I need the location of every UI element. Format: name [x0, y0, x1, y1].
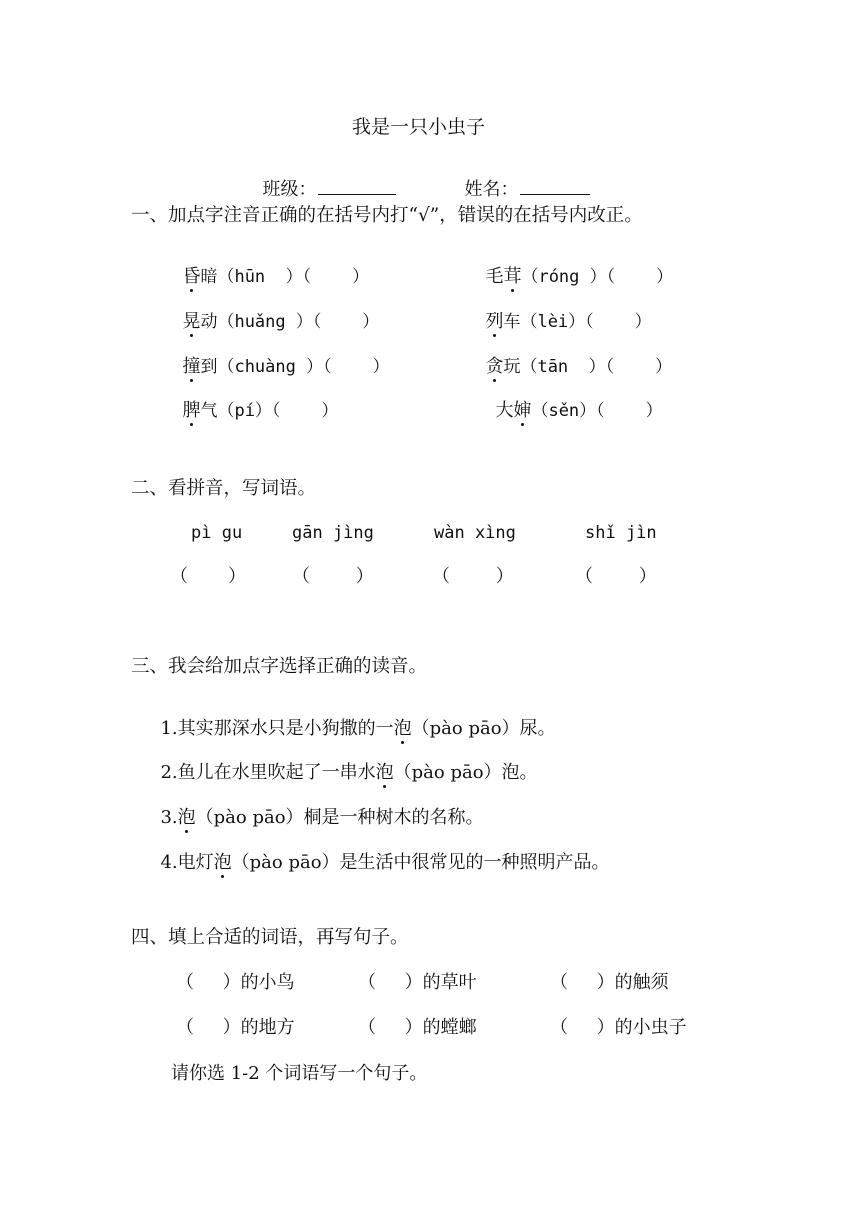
section2-heading: 二、看拼音，写词语。: [131, 478, 317, 499]
s3-item-pre: 2.鱼儿在水里吹起了一串水: [160, 762, 376, 783]
fill-phrase[interactable]: （ ）的小鸟: [176, 972, 295, 993]
s1-item-6: [474, 340, 672, 376]
dotted-char: 泡: [177, 807, 196, 828]
s3-item-2: [149, 746, 538, 782]
s3-item-3: [149, 791, 484, 827]
dotted-char: 晃: [182, 311, 201, 332]
pinyin-3: wàn xìng: [434, 523, 516, 543]
class-label: 班级：: [262, 179, 317, 200]
dotted-char: 茸: [503, 266, 522, 287]
s1-item-text: 车（lèi）（ ）: [503, 312, 652, 332]
s3-item-pre: 4.电灯: [160, 852, 214, 873]
fill-phrase[interactable]: （ ）的螳螂: [358, 1017, 477, 1038]
s3-item-rest: （pào pāo）桐是一种树木的名称。: [195, 807, 484, 828]
dotted-char: 泡: [375, 762, 394, 783]
sentence-prompt: 请你选 1-2 个词语写一个句子。: [171, 1063, 428, 1084]
s1-item-pre: 大: [495, 400, 514, 421]
answer-bracket-4[interactable]: （ ）: [575, 566, 657, 587]
s1-item-2: [474, 250, 673, 286]
answer-bracket-1[interactable]: （ ）: [170, 566, 247, 587]
fill-phrase[interactable]: （ ）的地方: [176, 1017, 295, 1038]
s3-item-pre: 1.其实那深水只是小狗撒的一: [160, 718, 394, 739]
dotted-char: 泡: [213, 852, 232, 873]
dotted-char: 泡: [393, 718, 412, 739]
s1-item-pre: 毛: [485, 266, 504, 287]
answer-bracket-3[interactable]: （ ）: [432, 566, 514, 587]
s1-item-text: 玩（tān ）（ ）: [503, 357, 673, 377]
dotted-char: 贪: [485, 356, 504, 377]
dotted-char: 昏: [182, 266, 201, 287]
dotted-char: 撞: [182, 356, 201, 377]
s1-item-text: 气（pí）（ ）: [200, 401, 339, 421]
fill-phrase[interactable]: （ ）的触须: [550, 972, 669, 993]
dotted-char: 列: [485, 311, 504, 332]
s1-item-text: 暗（hūn ）（ ）: [200, 267, 370, 287]
s1-item-text: （róng ）（ ）: [521, 267, 674, 287]
dotted-char: 脾: [182, 400, 201, 421]
s1-item-text: 动（huǎng ）（ ）: [200, 312, 380, 332]
fill-phrase[interactable]: （ ）的草叶: [358, 972, 477, 993]
s3-item-pre: 3.: [160, 807, 178, 828]
s1-item-text: （sěn）（ ）: [531, 401, 663, 421]
section1-heading: 一、加点字注音正确的在括号内打“√”，错误的在括号内改正。: [131, 205, 643, 226]
s1-item-text: 到（chuàng ）（ ）: [200, 357, 390, 377]
section3-heading: 三、我会给加点字选择正确的读音。: [131, 656, 428, 677]
s3-item-rest: （pào pāo）尿。: [411, 718, 556, 739]
name-field: [453, 163, 590, 199]
page-title: 我是一只小虫子: [352, 116, 486, 138]
s1-item-1: [171, 250, 369, 286]
section4-heading: 四、填上合适的词语，再写句子。: [131, 927, 409, 948]
fill-phrase[interactable]: （ ）的小虫子: [550, 1017, 687, 1038]
s1-item-4: [474, 295, 652, 331]
s3-item-rest: （pào pāo）是生活中很常见的一种照明产品。: [231, 852, 610, 873]
pinyin-4: shǐ jìn: [585, 523, 657, 543]
name-blank[interactable]: [520, 193, 590, 195]
s1-item-8: [484, 384, 663, 420]
s1-item-5: [171, 340, 390, 376]
answer-bracket-2[interactable]: （ ）: [292, 566, 374, 587]
dotted-char: 婶: [513, 400, 532, 421]
s3-item-rest: （pào pāo）泡。: [393, 762, 538, 783]
pinyin-2: gān jìng: [292, 523, 374, 543]
s1-item-7: [171, 384, 338, 420]
class-field: [251, 163, 396, 199]
s3-item-1: [149, 702, 556, 738]
class-blank[interactable]: [318, 193, 396, 195]
name-label: 姓名：: [464, 179, 519, 200]
s3-item-4: [149, 836, 610, 872]
pinyin-1: pì gu: [191, 523, 243, 543]
s1-item-3: [171, 295, 379, 331]
